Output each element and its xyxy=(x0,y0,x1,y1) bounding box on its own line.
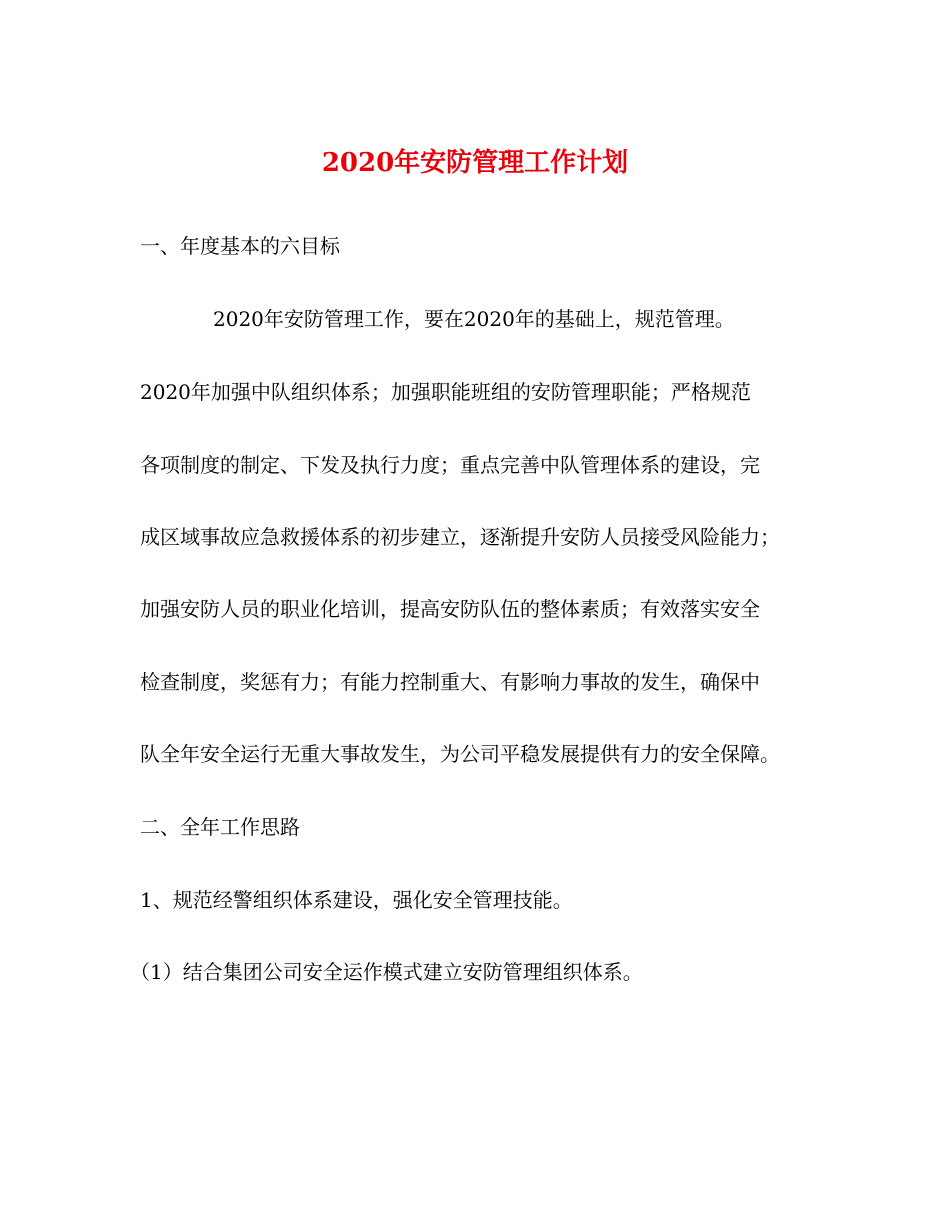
document-title: 2020年安防管理工作计划 xyxy=(321,148,629,178)
subsection-heading: 1、规范经警组织体系建设，强化安全管理技能。 xyxy=(140,888,573,912)
paragraph-line: 加强安防人员的职业化培训，提高安防队伍的整体素质；有效落实安全 xyxy=(140,597,760,621)
paragraph-line: 2020年安防管理工作，要在2020年的基础上，规范管理。 xyxy=(213,307,735,331)
section-heading-1: 一、年度基本的六目标 xyxy=(140,234,340,258)
paragraph-line: 2020年加强中队组织体系；加强职能班组的安防管理职能；严格规范 xyxy=(140,380,751,404)
section-heading-2: 二、全年工作思路 xyxy=(140,815,300,839)
paragraph-line: 检查制度，奖惩有力；有能力控制重大、有影响力事故的发生，确保中 xyxy=(140,670,760,694)
paragraph-line: 队全年安全运行无重大事故发生，为公司平稳发展提供有力的安全保障。 xyxy=(140,742,780,766)
paragraph-line: 成区域事故应急救援体系的初步建立，逐渐提升安防人员接受风险能力； xyxy=(140,525,780,549)
list-item: （1）结合集团公司安全运作模式建立安防管理组织体系。 xyxy=(130,960,643,984)
paragraph-line: 各项制度的制定、下发及执行力度；重点完善中队管理体系的建设，完 xyxy=(140,453,760,477)
